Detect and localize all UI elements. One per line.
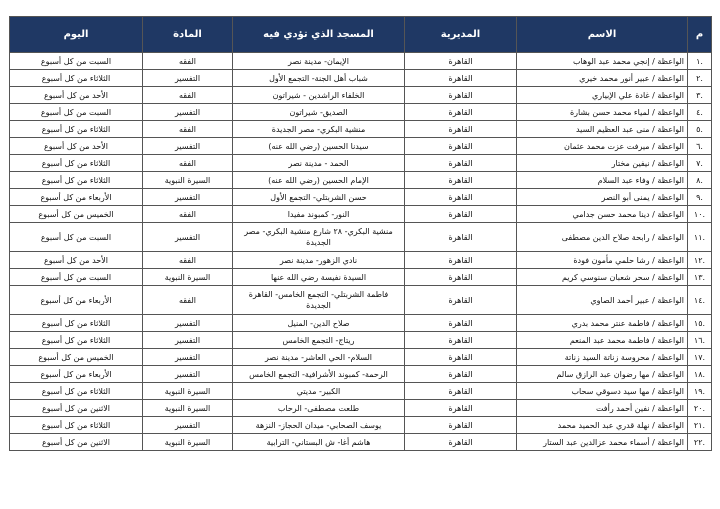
preacher-name-cell: الواعظة / رابحة صلاح الدين مصطفى [517, 223, 688, 252]
subject-cell: التفسير [143, 70, 233, 87]
directorate-cell: القاهرة [405, 53, 517, 70]
preacher-name-cell: الواعظة / نفين أحمد رأفت [517, 400, 688, 417]
directorate-cell: القاهرة [405, 286, 517, 315]
day-cell: الأحد من كل أسبوع [10, 87, 143, 104]
table-row [10, 104, 712, 121]
row-number-cell: .٢٢ [688, 434, 712, 451]
preacher-name-cell: الواعظة / ميرفت عزت محمد عثمان [517, 138, 688, 155]
day-cell: الأربعاء من كل أسبوع [10, 189, 143, 206]
preacher-name-cell: الواعظة / مها سيد دسوقي سحاب [517, 383, 688, 400]
mosque-cell: الرحمة- كمبوند الأشرافية- التجمع الخامس [233, 366, 405, 383]
table-row [10, 252, 712, 269]
subject-cell: الفقه [143, 286, 233, 315]
row-number-cell: .٢ [688, 70, 712, 87]
mosque-cell: شباب أهل الجنة- التجمع الأول [233, 70, 405, 87]
table-row [10, 70, 712, 87]
directorate-cell: القاهرة [405, 252, 517, 269]
header-day: اليوم [10, 17, 143, 53]
preacher-name-cell: الواعظة / دينا محمد حسن جدامي [517, 206, 688, 223]
subject-cell: التفسير [143, 417, 233, 434]
row-number-cell: .٢٠ [688, 400, 712, 417]
mosque-cell: يوسف الصحابي- ميدان الحجاز- النزهة [233, 417, 405, 434]
table-row [10, 269, 712, 286]
mosque-cell: الحمد - مدينة نصر [233, 155, 405, 172]
preacher-name-cell: الواعظة / فاطمة عنتر محمد بدري [517, 315, 688, 332]
day-cell: السبت من كل أسبوع [10, 53, 143, 70]
day-cell: الأربعاء من كل أسبوع [10, 286, 143, 315]
row-number-cell: .٥ [688, 121, 712, 138]
table-row [10, 223, 712, 252]
header-name: الاسم [517, 17, 688, 53]
table-row [10, 383, 712, 400]
table-row [10, 121, 712, 138]
preacher-name-cell: الواعظة / منى عبد العظيم السيد [517, 121, 688, 138]
day-cell: الأحد من كل أسبوع [10, 138, 143, 155]
subject-cell: التفسير [143, 349, 233, 366]
preacher-name-cell: الواعظة / عبير أنور محمد خيري [517, 70, 688, 87]
subject-cell: الفقه [143, 53, 233, 70]
mosque-cell: الإيمان- مدينة نصر [233, 53, 405, 70]
directorate-cell: القاهرة [405, 383, 517, 400]
preacher-name-cell: الواعظة / أسماء محمد عزالدين عبد الستار [517, 434, 688, 451]
day-cell: الثلاثاء من كل أسبوع [10, 70, 143, 87]
header-row [10, 17, 712, 53]
mosque-cell: منشية البكري- ٢٨ شارع منشية البكري- مصر الجديدة [233, 223, 405, 252]
table-row [10, 417, 712, 434]
row-number-cell: .١٨ [688, 366, 712, 383]
row-number-cell: .٣ [688, 87, 712, 104]
table-row [10, 172, 712, 189]
directorate-cell: القاهرة [405, 223, 517, 252]
preachers-schedule-table [9, 16, 712, 451]
table-row [10, 434, 712, 451]
mosque-cell: الخلفاء الراشدين - شيراتون [233, 87, 405, 104]
day-cell: السبت من كل أسبوع [10, 104, 143, 121]
row-number-cell: .١٧ [688, 349, 712, 366]
table-body [10, 53, 712, 451]
subject-cell: التفسير [143, 223, 233, 252]
day-cell: الثلاثاء من كل أسبوع [10, 417, 143, 434]
header-mosque: المسجد الذي تؤدي فيه [233, 17, 405, 53]
subject-cell: الفقه [143, 252, 233, 269]
day-cell: الاثنين من كل أسبوع [10, 434, 143, 451]
row-number-cell: .١ [688, 53, 712, 70]
preacher-name-cell: الواعظة / وفاء عبد السلام [517, 172, 688, 189]
mosque-cell: الكبير- مديتي [233, 383, 405, 400]
table-header [10, 17, 712, 53]
table-row [10, 366, 712, 383]
table-row [10, 53, 712, 70]
header-directorate: المديرية [405, 17, 517, 53]
mosque-cell: طلعت مصطفى- الرحاب [233, 400, 405, 417]
directorate-cell: القاهرة [405, 87, 517, 104]
directorate-cell: القاهرة [405, 332, 517, 349]
subject-cell: السيرة النبوية [143, 434, 233, 451]
directorate-cell: القاهرة [405, 349, 517, 366]
table-row [10, 315, 712, 332]
preacher-name-cell: الواعظة / نيفين مختار [517, 155, 688, 172]
day-cell: الاثنين من كل أسبوع [10, 400, 143, 417]
directorate-cell: القاهرة [405, 315, 517, 332]
day-cell: الثلاثاء من كل أسبوع [10, 332, 143, 349]
preacher-name-cell: الواعظة / سحر شعبان سنوسي كريم [517, 269, 688, 286]
row-number-cell: .١٤ [688, 286, 712, 315]
directorate-cell: القاهرة [405, 417, 517, 434]
directorate-cell: القاهرة [405, 104, 517, 121]
directorate-cell: القاهرة [405, 206, 517, 223]
mosque-cell: سيدنا الحسين (رضي الله عنه) [233, 138, 405, 155]
row-number-cell: .٨ [688, 172, 712, 189]
preacher-name-cell: الواعظة / غادة علي الإبياري [517, 87, 688, 104]
day-cell: الثلاثاء من كل أسبوع [10, 315, 143, 332]
row-number-cell: .١٣ [688, 269, 712, 286]
preacher-name-cell: الواعظة / فاطمة محمد عبد المنعم [517, 332, 688, 349]
mosque-cell: نادي الزهور- مدينة نصر [233, 252, 405, 269]
day-cell: الثلاثاء من كل أسبوع [10, 155, 143, 172]
subject-cell: السيرة النبوية [143, 400, 233, 417]
day-cell: الثلاثاء من كل أسبوع [10, 383, 143, 400]
subject-cell: السيرة النبوية [143, 383, 233, 400]
day-cell: السبت من كل أسبوع [10, 223, 143, 252]
table-row [10, 189, 712, 206]
preacher-name-cell: الواعظة / إنجي محمد عبد الوهاب [517, 53, 688, 70]
row-number-cell: .٦ [688, 138, 712, 155]
mosque-cell: حسن الشربتلي- التجمع الأول [233, 189, 405, 206]
subject-cell: التفسير [143, 366, 233, 383]
preacher-name-cell: الواعظة / مها رضوان عبد الرازق سالم [517, 366, 688, 383]
day-cell: الثلاثاء من كل أسبوع [10, 172, 143, 189]
mosque-cell: النور- كمبوند مفيدا [233, 206, 405, 223]
day-cell: الأربعاء من كل أسبوع [10, 366, 143, 383]
header-num: م [688, 17, 712, 53]
directorate-cell: القاهرة [405, 366, 517, 383]
mosque-cell: صلاح الدين- المنيل [233, 315, 405, 332]
subject-cell: الفقه [143, 87, 233, 104]
subject-cell: السيرة النبوية [143, 172, 233, 189]
row-number-cell: .١٠ [688, 206, 712, 223]
directorate-cell: القاهرة [405, 138, 517, 155]
subject-cell: التفسير [143, 189, 233, 206]
row-number-cell: .١١ [688, 223, 712, 252]
mosque-cell: هاشم أغا- ش البستاني- الترابية [233, 434, 405, 451]
mosque-cell: السلام- الحي العاشر- مدينة نصر [233, 349, 405, 366]
row-number-cell: .١٢ [688, 252, 712, 269]
row-number-cell: .١٥ [688, 315, 712, 332]
directorate-cell: القاهرة [405, 121, 517, 138]
table-row [10, 400, 712, 417]
mosque-cell: الصديق- شيراتون [233, 104, 405, 121]
preacher-name-cell: الواعظة / رشا حلمي مأمون فودة [517, 252, 688, 269]
subject-cell: التفسير [143, 104, 233, 121]
directorate-cell: القاهرة [405, 400, 517, 417]
row-number-cell: .١٩ [688, 383, 712, 400]
table-row [10, 206, 712, 223]
header-subject: المادة [143, 17, 233, 53]
preacher-name-cell: الواعظة / محروسة زناتة السيد زناتة [517, 349, 688, 366]
mosque-cell: السيدة نفيسة رضي الله عنها [233, 269, 405, 286]
row-number-cell: .٤ [688, 104, 712, 121]
subject-cell: الفقه [143, 121, 233, 138]
row-number-cell: .٧ [688, 155, 712, 172]
directorate-cell: القاهرة [405, 172, 517, 189]
directorate-cell: القاهرة [405, 269, 517, 286]
table-row [10, 138, 712, 155]
row-number-cell: .٢١ [688, 417, 712, 434]
table-row [10, 332, 712, 349]
subject-cell: الفقه [143, 206, 233, 223]
day-cell: السبت من كل أسبوع [10, 269, 143, 286]
directorate-cell: القاهرة [405, 70, 517, 87]
table-row [10, 286, 712, 315]
subject-cell: التفسير [143, 332, 233, 349]
row-number-cell: .٩ [688, 189, 712, 206]
directorate-cell: القاهرة [405, 434, 517, 451]
mosque-cell: الإمام الحسين (رضي الله عنه) [233, 172, 405, 189]
mosque-cell: ريتاج- التجمع الخامس [233, 332, 405, 349]
day-cell: الخميس من كل أسبوع [10, 349, 143, 366]
subject-cell: التفسير [143, 138, 233, 155]
mosque-cell: فاطمة الشربتلي- التجمع الخامس- القاهرة الجديدة [233, 286, 405, 315]
table-row [10, 349, 712, 366]
mosque-cell: منشية البكري- مصر الجديدة [233, 121, 405, 138]
table-row [10, 155, 712, 172]
day-cell: الثلاثاء من كل أسبوع [10, 121, 143, 138]
subject-cell: التفسير [143, 315, 233, 332]
directorate-cell: القاهرة [405, 155, 517, 172]
row-number-cell: .١٦ [688, 332, 712, 349]
preacher-name-cell: الواعظة / لمياء محمد حسن بشارة [517, 104, 688, 121]
preacher-name-cell: الواعظة / نهلة قدري عبد الحميد محمد [517, 417, 688, 434]
subject-cell: السيرة النبوية [143, 269, 233, 286]
directorate-cell: القاهرة [405, 189, 517, 206]
preacher-name-cell: الواعظة / يمنى أبو النصر [517, 189, 688, 206]
table-row [10, 87, 712, 104]
day-cell: الأحد من كل أسبوع [10, 252, 143, 269]
preacher-name-cell: الواعظة / عبير أحمد الصاوي [517, 286, 688, 315]
day-cell: الخميس من كل أسبوع [10, 206, 143, 223]
schedule-table-container [9, 16, 711, 451]
subject-cell: الفقه [143, 155, 233, 172]
